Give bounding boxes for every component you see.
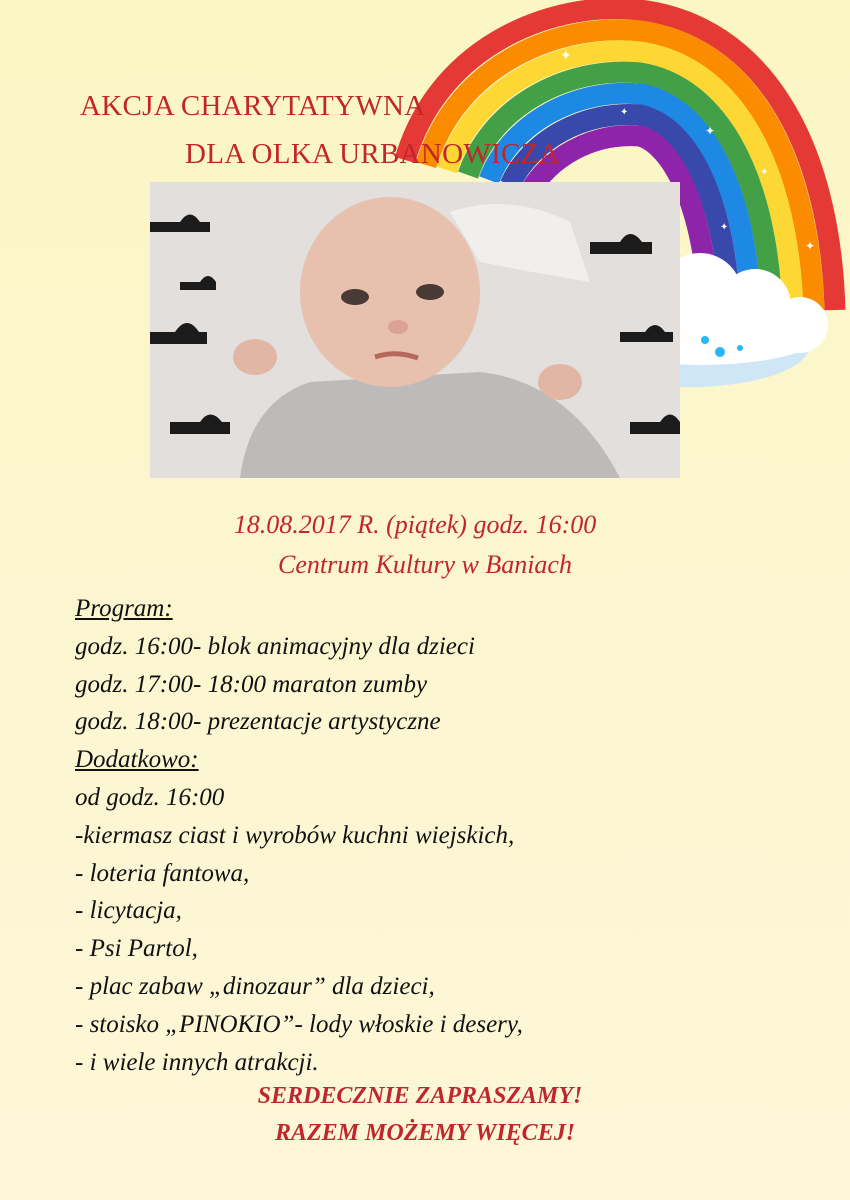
svg-text:✦: ✦ xyxy=(720,222,729,233)
program-item: godz. 16:00- blok animacyjny dla dzieci xyxy=(75,632,475,660)
extras-item: - Psi Partol, xyxy=(75,935,198,963)
extras-item: - loteria fantowa, xyxy=(75,859,250,887)
baby-photo xyxy=(150,182,680,478)
extras-heading: Dodatkowo: xyxy=(75,746,199,774)
program-item: godz. 17:00- 18:00 maraton zumby xyxy=(75,670,428,698)
svg-text:✦: ✦ xyxy=(705,124,716,138)
extras-item: - stoisko „PINOKIO”- lody włoskie i desery, xyxy=(75,1010,523,1038)
event-datetime: 18.08.2017 R. (piątek) godz. 16:00 xyxy=(233,510,597,539)
title-line-1: AKCJA CHARYTATYWNA xyxy=(80,90,426,122)
extras-item: -kiermasz ciast i wyrobów kuchni wiejskich, xyxy=(75,821,515,849)
closing-line-2: RAZEM MOŻEMY WIĘCEJ! xyxy=(274,1120,576,1146)
extras-item: - licytacja, xyxy=(75,897,182,925)
program-item: godz. 18:00- prezentacje artystyczne xyxy=(75,708,441,736)
extras-time: od godz. 16:00 xyxy=(75,783,225,811)
svg-text:✦: ✦ xyxy=(805,239,816,253)
extras-item: - plac zabaw „dinozaur” dla dzieci, xyxy=(75,972,435,1000)
svg-text:✦: ✦ xyxy=(620,107,629,118)
svg-text:✦: ✦ xyxy=(560,48,572,64)
svg-text:✦: ✦ xyxy=(760,167,769,178)
title-line-2: DLA OLKA URBANOWICZA xyxy=(185,138,560,170)
program-heading: Program: xyxy=(75,595,173,622)
extras-item: - i wiele innych atrakcji. xyxy=(75,1048,319,1076)
program-section xyxy=(75,590,775,1081)
event-place: Centrum Kultury w Baniach xyxy=(278,550,572,579)
closing-line-1: SERDECZNIE ZAPRASZAMY! xyxy=(257,1083,583,1109)
